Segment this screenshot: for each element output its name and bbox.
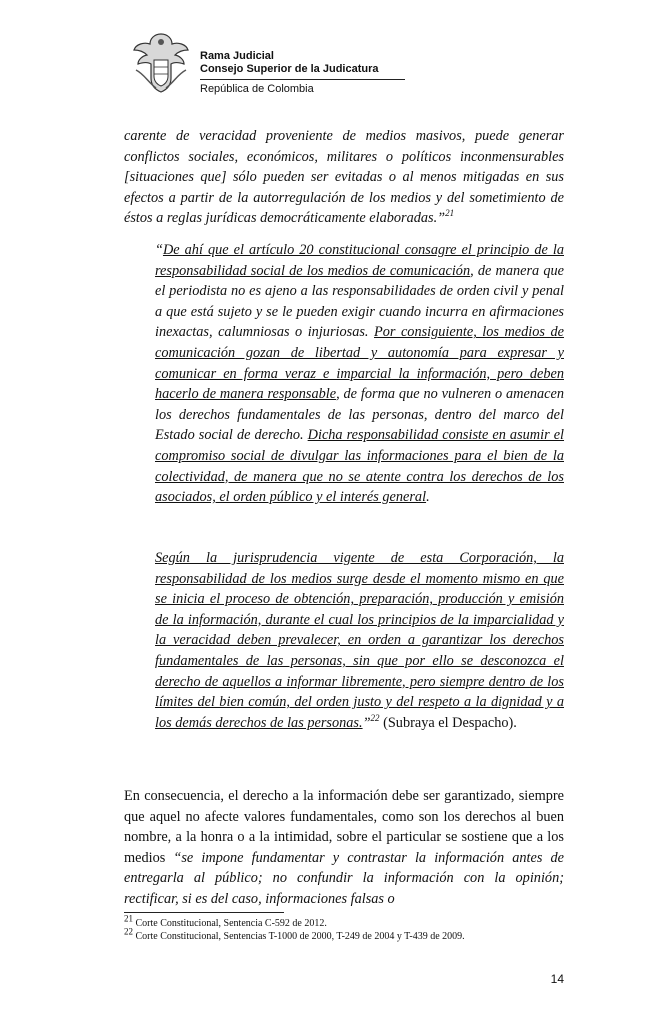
footnote-21-text: Corte Constitucional, Sentencia C-592 de 2012. — [133, 918, 327, 929]
block-quote-2 — [155, 548, 564, 733]
open-quote-mark: “ — [155, 242, 163, 258]
paragraph2-italic-quote: “se impone fundamentar y contrastar la información antes de entregarla al público; no confundir la información con la opinión; rectificar, si es del caso, informaciones falsas o — [124, 849, 565, 907]
header-divider — [200, 79, 405, 80]
page-number: 14 — [550, 972, 564, 986]
footnote-21 — [124, 913, 564, 930]
quote1-text-2: , de forma que no vulneren o amenacen los derechos fundamentales de las personas, dentro del marco del Estado social de derecho. — [155, 386, 564, 444]
paragraph1-text: carente de veracidad proveniente de medios masivos, puede generar conflictos sociales, económicos, militares o políticos inconmensurables [situaciones que] sólo pueden ser evitadas o al menos mitigadas en sus efectos a partir de la autorregulación de los medios y del sometimiento de éstos a reglas jurídicas democráticamente elaboradas.” — [124, 128, 564, 226]
quote1-text-3: . — [426, 489, 430, 506]
footnote-21-number: 21 — [124, 913, 133, 924]
block-quote-1 — [155, 240, 564, 508]
footnote-22-text: Corte Constitucional, Sentencias T-1000 de 2000, T-249 de 2004 y T-439 de 2009. — [133, 931, 465, 942]
quote2-underlined: Según la jurisprudencia vigente de esta Corporación, la responsabilidad de los medios surge desde el momento mismo en que se inicia el proceso de obtención, preparación, producción y emisión de la información, durante el cual los principios de la imparcialidad y la veracidad deben prevalecer, en orden a garantizar los derechos fundamentales de las personas, sin que por ello se desconozca el derecho de aquellos a informar libremente, pero siempre dentro de los límites del bien común, del orden justo y del respeto a la dignidad y a los demás derechos de las personas. — [155, 550, 564, 731]
paragraph-quote-continuation — [124, 126, 564, 229]
footnote-22-number: 22 — [124, 926, 133, 937]
paragraph-consecuencia — [124, 786, 564, 909]
close-quote-mark: ” — [362, 714, 371, 731]
footnote-ref-21: 21 — [445, 208, 455, 219]
paragraph2-text: En consecuencia, el derecho a la información debe ser garantizado, siempre que aquel no afecte valores fundamentales, como son los derechos al buen nombre, a la honra o a la intimidad, sobre el particular se sostiene que a los medios — [124, 788, 564, 866]
quote1-underlined-3: Dicha responsabilidad consiste en asumir el compromiso social de divulgar las informaciones para el bien de la colectividad, de manera que no se atente contra los derechos de los asociados, el orden público y el interés general — [155, 427, 565, 506]
quote1-text-1: , de manera que el periodista no es ajeno a las responsabilidades de orden civil y penal a que está sujeto y se le pueden exigir cuando incurra en afirmaciones inexactas, calumniosas o injuriosas. — [155, 262, 564, 341]
footnote-22 — [124, 926, 564, 943]
footnote-separator — [124, 912, 284, 913]
header-republica: República de Colombia — [200, 83, 314, 95]
quote1-underlined-2: Por consiguiente, los medios de comunicación gozan de libertad y autonomía para expresar y comunicar en forma veraz e imparcial la información, pero deben hacerlo de manera responsable — [155, 324, 564, 403]
quote1-underlined-1: De ahí que el artículo 20 constitucional consagre el principio de la responsabilidad social de los medios de comunicación — [155, 242, 564, 279]
quote2-attribution: (Subraya el Despacho). — [379, 714, 517, 731]
coat-of-arms-seal-icon — [130, 30, 192, 96]
footnote-ref-22: 22 — [370, 712, 380, 723]
header-rama-judicial: Rama Judicial — [200, 50, 274, 62]
header-consejo-superior: Consejo Superior de la Judicatura — [200, 63, 379, 75]
